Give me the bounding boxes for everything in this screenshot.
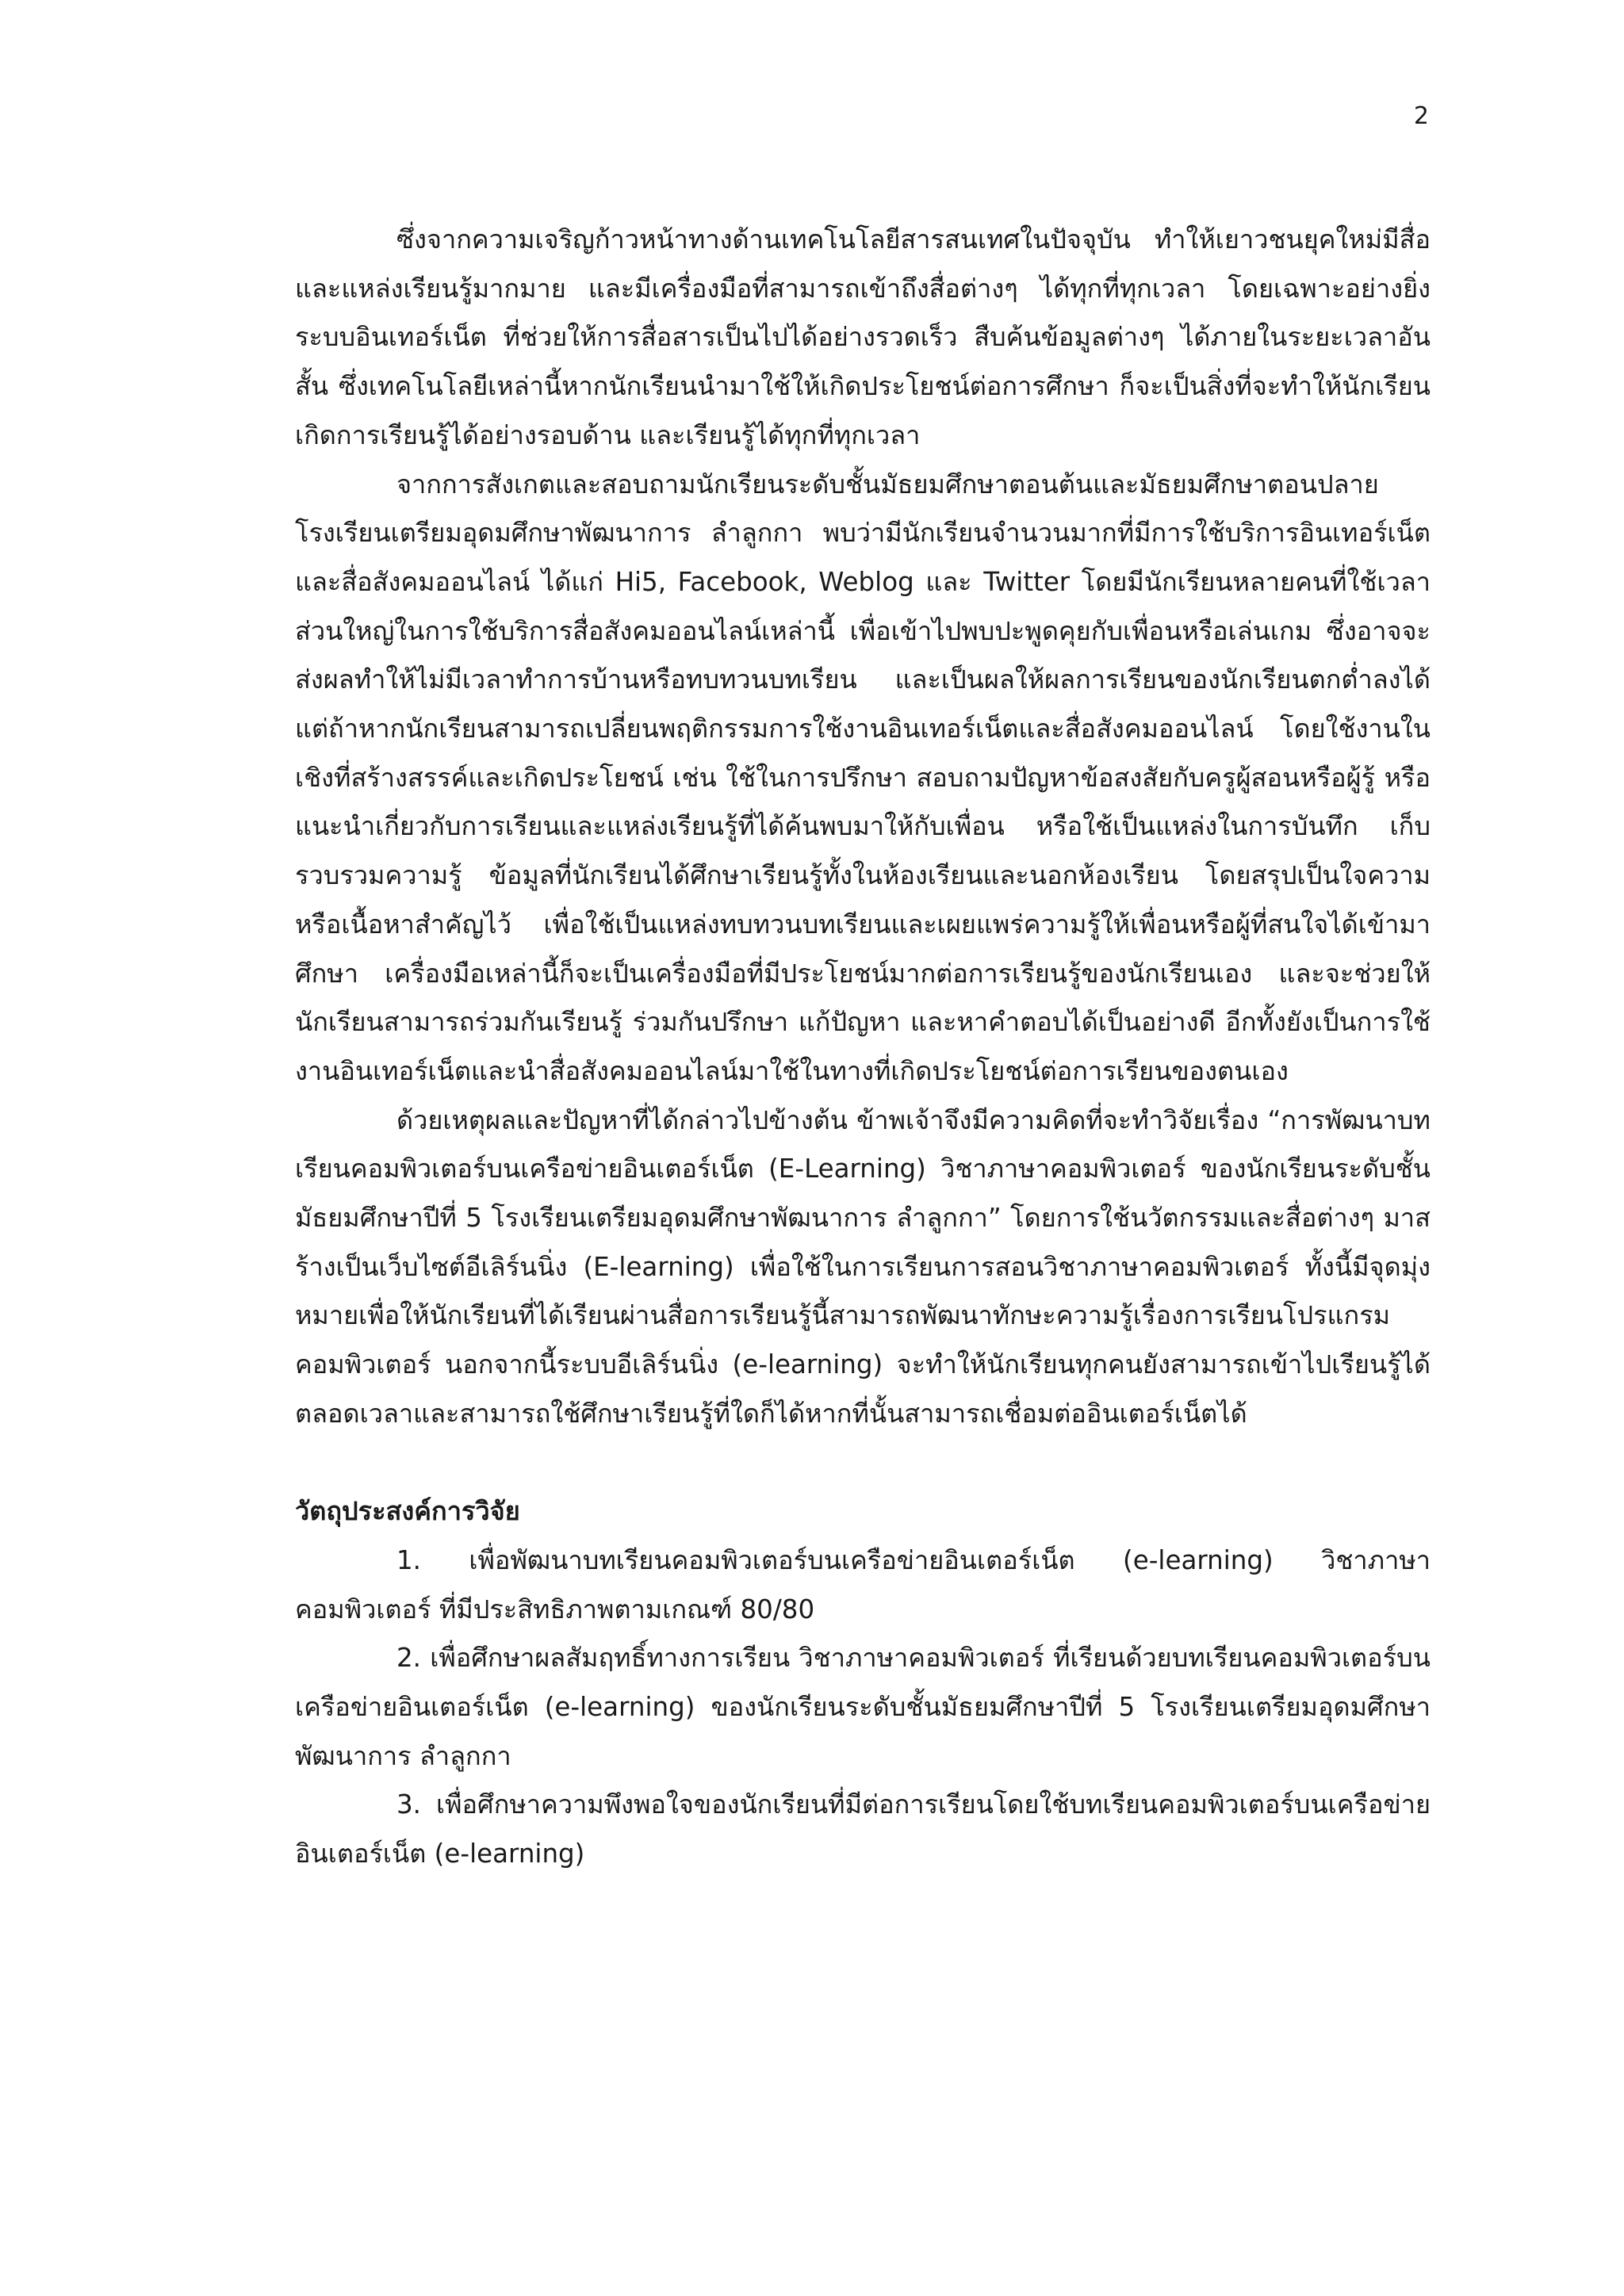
objective-item: 2. เพื่อศึกษาผลสัมฤทธิ์ทางการเรียน วิชาภาษาคอมพิวเตอร์ ที่เรียนด้วยบทเรียนคอมพิวเตอร์บนเครือข่ายอินเตอร์เน็ต (e-learning) ของนักเรียนระดับชั้นมัธยมศึกษาปีที่ 5 โรงเรียนเตรียมอุดมศึกษาพัฒนาการ ลำลูกกา bbox=[295, 1643, 1431, 1771]
objective-item: 3. เพื่อศึกษาความพึงพอใจของนักเรียนที่มีต่อการเรียนโดยใช้บทเรียนคอมพิวเตอร์บนเครือข่ายอินเตอร์เน็ต (e-learning) bbox=[295, 1789, 1431, 1869]
paragraph-intro: ซึ่งจากความเจริญก้าวหน้าทางด้านเทคโนโลยีสารสนเทศในปัจจุบัน ทำให้เยาวชนยุคใหม่มีสื่อและแหล่งเรียนรู้มากมาย และมีเครื่องมือที่สามารถเข้าถึงสื่อต่างๆ ได้ทุกที่ทุกเวลา โดยเฉพาะอย่างยิ่งระบบอินเทอร์เน็ต ที่ช่วยให้การสื่อสารเป็นไปได้อย่างรวดเร็ว สืบค้นข้อมูลต่างๆ ได้ภายในระยะเวลาอันสั้น ซึ่งเทคโนโลยีเหล่านี้หากนักเรียนนำมาใช้ให้เกิดประโยชน์ต่อการศึกษา ก็จะเป็นสิ่งที่จะทำให้นักเรียนเกิดการเรียนรู้ได้อย่างรอบด้าน และเรียนรู้ได้ทุกที่ทุกเวลา bbox=[295, 224, 1431, 450]
paragraph-rationale: ด้วยเหตุผลและปัญหาที่ได้กล่าวไปข้างต้น ข้าพเจ้าจึงมีความคิดที่จะทำวิจัยเรื่อง “การพัฒนาบทเรียนคอมพิวเตอร์บนเครือข่ายอินเตอร์เน็ต (E-Learning) วิชาภาษาคอมพิวเตอร์ ของนักเรียนระดับชั้นมัธยมศึกษาปีที่ 5 โรงเรียนเตรียมอุดมศึกษาพัฒนาการ ลำลูกกา” โดยการใช้นวัตกรรมและสื่อต่างๆ มาสร้างเป็นเว็บไซต์อีเลิร์นนิ่ง (E-learning) เพื่อใช้ในการเรียนการสอนวิชาภาษาคอมพิวเตอร์ ทั้งนี้มีจุดมุ่งหมายเพื่อให้นักเรียนที่ได้เรียนผ่านสื่อการเรียนรู้นี้สามารถพัฒนาทักษะความรู้เรื่องการเรียนโปรแกรมคอมพิวเตอร์ นอกจากนี้ระบบอีเลิร์นนิ่ง (e-learning) จะทำให้นักเรียนทุกคนยังสามารถเข้าไปเรียนรู้ได้ตลอดเวลาและสามารถใช้ศึกษาเรียนรู้ที่ใดก็ได้หากที่นั้นสามารถเชื่อมต่ออินเตอร์เน็ตได้ bbox=[295, 1104, 1431, 1429]
objectives-heading: วัตถุประสงค์การวิจัย bbox=[295, 1496, 520, 1527]
objective-item: 1. เพื่อพัฒนาบทเรียนคอมพิวเตอร์บนเครือข่ายอินเตอร์เน็ต (e-learning) วิชาภาษาคอมพิวเตอร์ ที่มีประสิทธิภาพตามเกณฑ์ 80/80 bbox=[295, 1544, 1431, 1624]
document-body bbox=[295, 216, 1431, 1879]
paragraph-observation: จากการสังเกตและสอบถามนักเรียนระดับชั้นมัธยมศึกษาตอนต้นและมัธยมศึกษาตอนปลาย โรงเรียนเตรียมอุดมศึกษาพัฒนาการ ลำลูกกา พบว่ามีนักเรียนจำนวนมากที่มีการใช้บริการอินเทอร์เน็ต และสื่อสังคมออนไลน์ ได้แก่ Hi5, Facebook, Weblog และ Twitter โดยมีนักเรียนหลายคนที่ใช้เวลาส่วนใหญ่ในการใช้บริการสื่อสังคมออนไลน์เหล่านี้ เพื่อเข้าไปพบปะพูดคุยกับเพื่อนหรือเล่นเกม ซึ่งอาจจะส่งผลทำให้ไม่มีเวลาทำการบ้านหรือทบทวนบทเรียน และเป็นผลให้ผลการเรียนของนักเรียนตกต่ำลงได้ แต่ถ้าหากนักเรียนสามารถเปลี่ยนพฤติกรรมการใช้งานอินเทอร์เน็ตและสื่อสังคมออนไลน์ โดยใช้งานในเชิงที่สร้างสรรค์และเกิดประโยชน์ เช่น ใช้ในการปรึกษา สอบถามปัญหาข้อสงสัยกับครูผู้สอนหรือผู้รู้ หรือแนะนำเกี่ยวกับการเรียนและแหล่งเรียนรู้ที่ได้ค้นพบมาให้กับเพื่อน หรือใช้เป็นแหล่งในการบันทึก เก็บรวบรวมความรู้ ข้อมูลที่นักเรียนได้ศึกษาเรียนรู้ทั้งในห้องเรียนและนอกห้องเรียน โดยสรุปเป็นใจความหรือเนื้อหาสำคัญไว้ เพื่อใช้เป็นแหล่งทบทวนบทเรียนและเผยแพร่ความรู้ให้เพื่อนหรือผู้ที่สนใจได้เข้ามาศึกษา เครื่องมือเหล่านี้ก็จะเป็นเครื่องมือที่มีประโยชน์มากต่อการเรียนรู้ของนักเรียนเอง และจะช่วยให้นักเรียนสามารถร่วมกันเรียนรู้ ร่วมกันปรึกษา แก้ปัญหา และหาคำตอบได้เป็นอย่างดี อีกทั้งยังเป็นการใช้งานอินเทอร์เน็ตและนำสื่อสังคมออนไลน์มาใช้ในทางที่เกิดประโยชน์ต่อการเรียนของตนเอง bbox=[295, 469, 1431, 1086]
page-number: 2 bbox=[1413, 102, 1429, 130]
